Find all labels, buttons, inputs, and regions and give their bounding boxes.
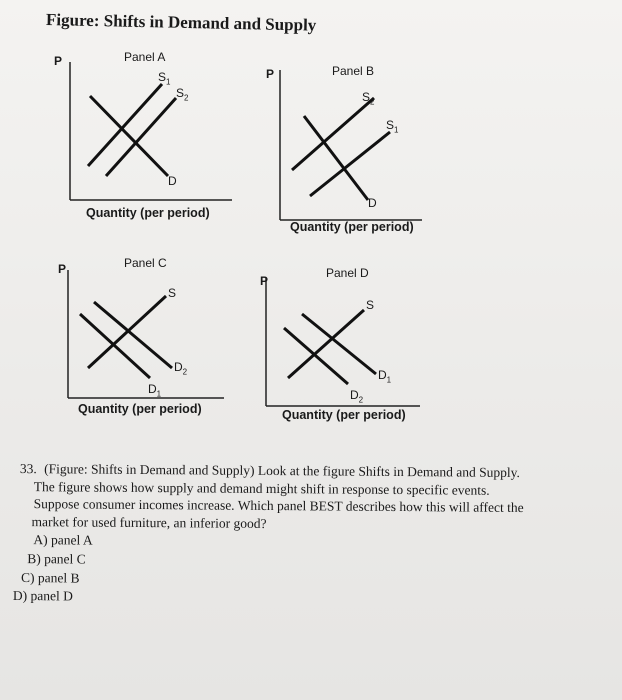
panel-d (256, 264, 436, 434)
panel-c (54, 256, 254, 426)
question-line-3: Suppose consumer incomes increase. Which panel BEST describes how this will affect the (33, 496, 524, 516)
panel-a-graph (52, 48, 252, 228)
price-axis-label: P (54, 54, 63, 68)
quantity-axis-label: Quantity (per period) (282, 408, 406, 422)
figure-title: Figure: Shifts in Demand and Supply (45, 10, 317, 35)
curve-label-d1: $D_1$ (148, 382, 162, 399)
curve-label-s1: $S_1$ (386, 118, 399, 135)
curve-label-s2: $S_2$ (176, 86, 189, 103)
question-number: 33. (19, 461, 37, 477)
panel-title: Panel B (332, 64, 375, 78)
panel-b-graph (262, 58, 432, 240)
answer-option-c[interactable]: C) panel B (21, 569, 80, 586)
quantity-axis-label: Quantity (per period) (78, 402, 202, 416)
curve-label-s: S (168, 286, 177, 300)
question-line-4: market for used furniture, an inferior good? (31, 513, 267, 531)
curve-label-s: S (366, 298, 375, 312)
question-line-1: 33. (Figure: Shifts in Demand and Supply) Look at the figure Shifts in Demand and Supply. (19, 461, 520, 480)
panel-title: Panel A (124, 50, 166, 64)
price-axis-label: P (58, 262, 67, 276)
demand-curve-d1 (80, 314, 150, 378)
panel-c-graph (54, 256, 254, 426)
question-block (13, 460, 606, 609)
answer-option-d[interactable]: D) panel D (12, 588, 73, 604)
panel-title: Panel C (124, 256, 167, 270)
answer-option-b[interactable]: B) panel C (27, 551, 86, 567)
supply-curve-s2 (106, 98, 176, 176)
curve-label-d2: $D_2$ (350, 388, 364, 405)
curve-label-d: D (168, 174, 177, 188)
price-axis-label: P (260, 274, 269, 288)
panel-b (262, 58, 432, 240)
quantity-axis-label: Quantity (per period) (290, 220, 414, 234)
curve-label-s2: $S_2$ (362, 90, 375, 107)
curve-label-s1: $S_1$ (158, 70, 171, 87)
demand-curve-d1 (302, 314, 376, 374)
curve-label-d1: $D_1$ (378, 368, 392, 385)
panel-a (52, 48, 252, 228)
demand-curve-d2 (94, 302, 172, 368)
supply-curve-s (288, 310, 364, 378)
curve-label-d2: $D_2$ (174, 360, 188, 377)
curve-label-d: D (368, 196, 377, 210)
demand-curve-d2 (284, 328, 348, 384)
answer-option-a[interactable]: A) panel A (33, 532, 93, 548)
price-axis-label: P (266, 67, 275, 81)
supply-curve-s2 (292, 98, 374, 170)
question-line-2: The figure shows how supply and demand might shift in response to specific events. (33, 478, 490, 498)
panel-title: Panel D (326, 266, 369, 280)
demand-curve-d (90, 96, 168, 176)
quantity-axis-label: Quantity (per period) (86, 206, 210, 220)
